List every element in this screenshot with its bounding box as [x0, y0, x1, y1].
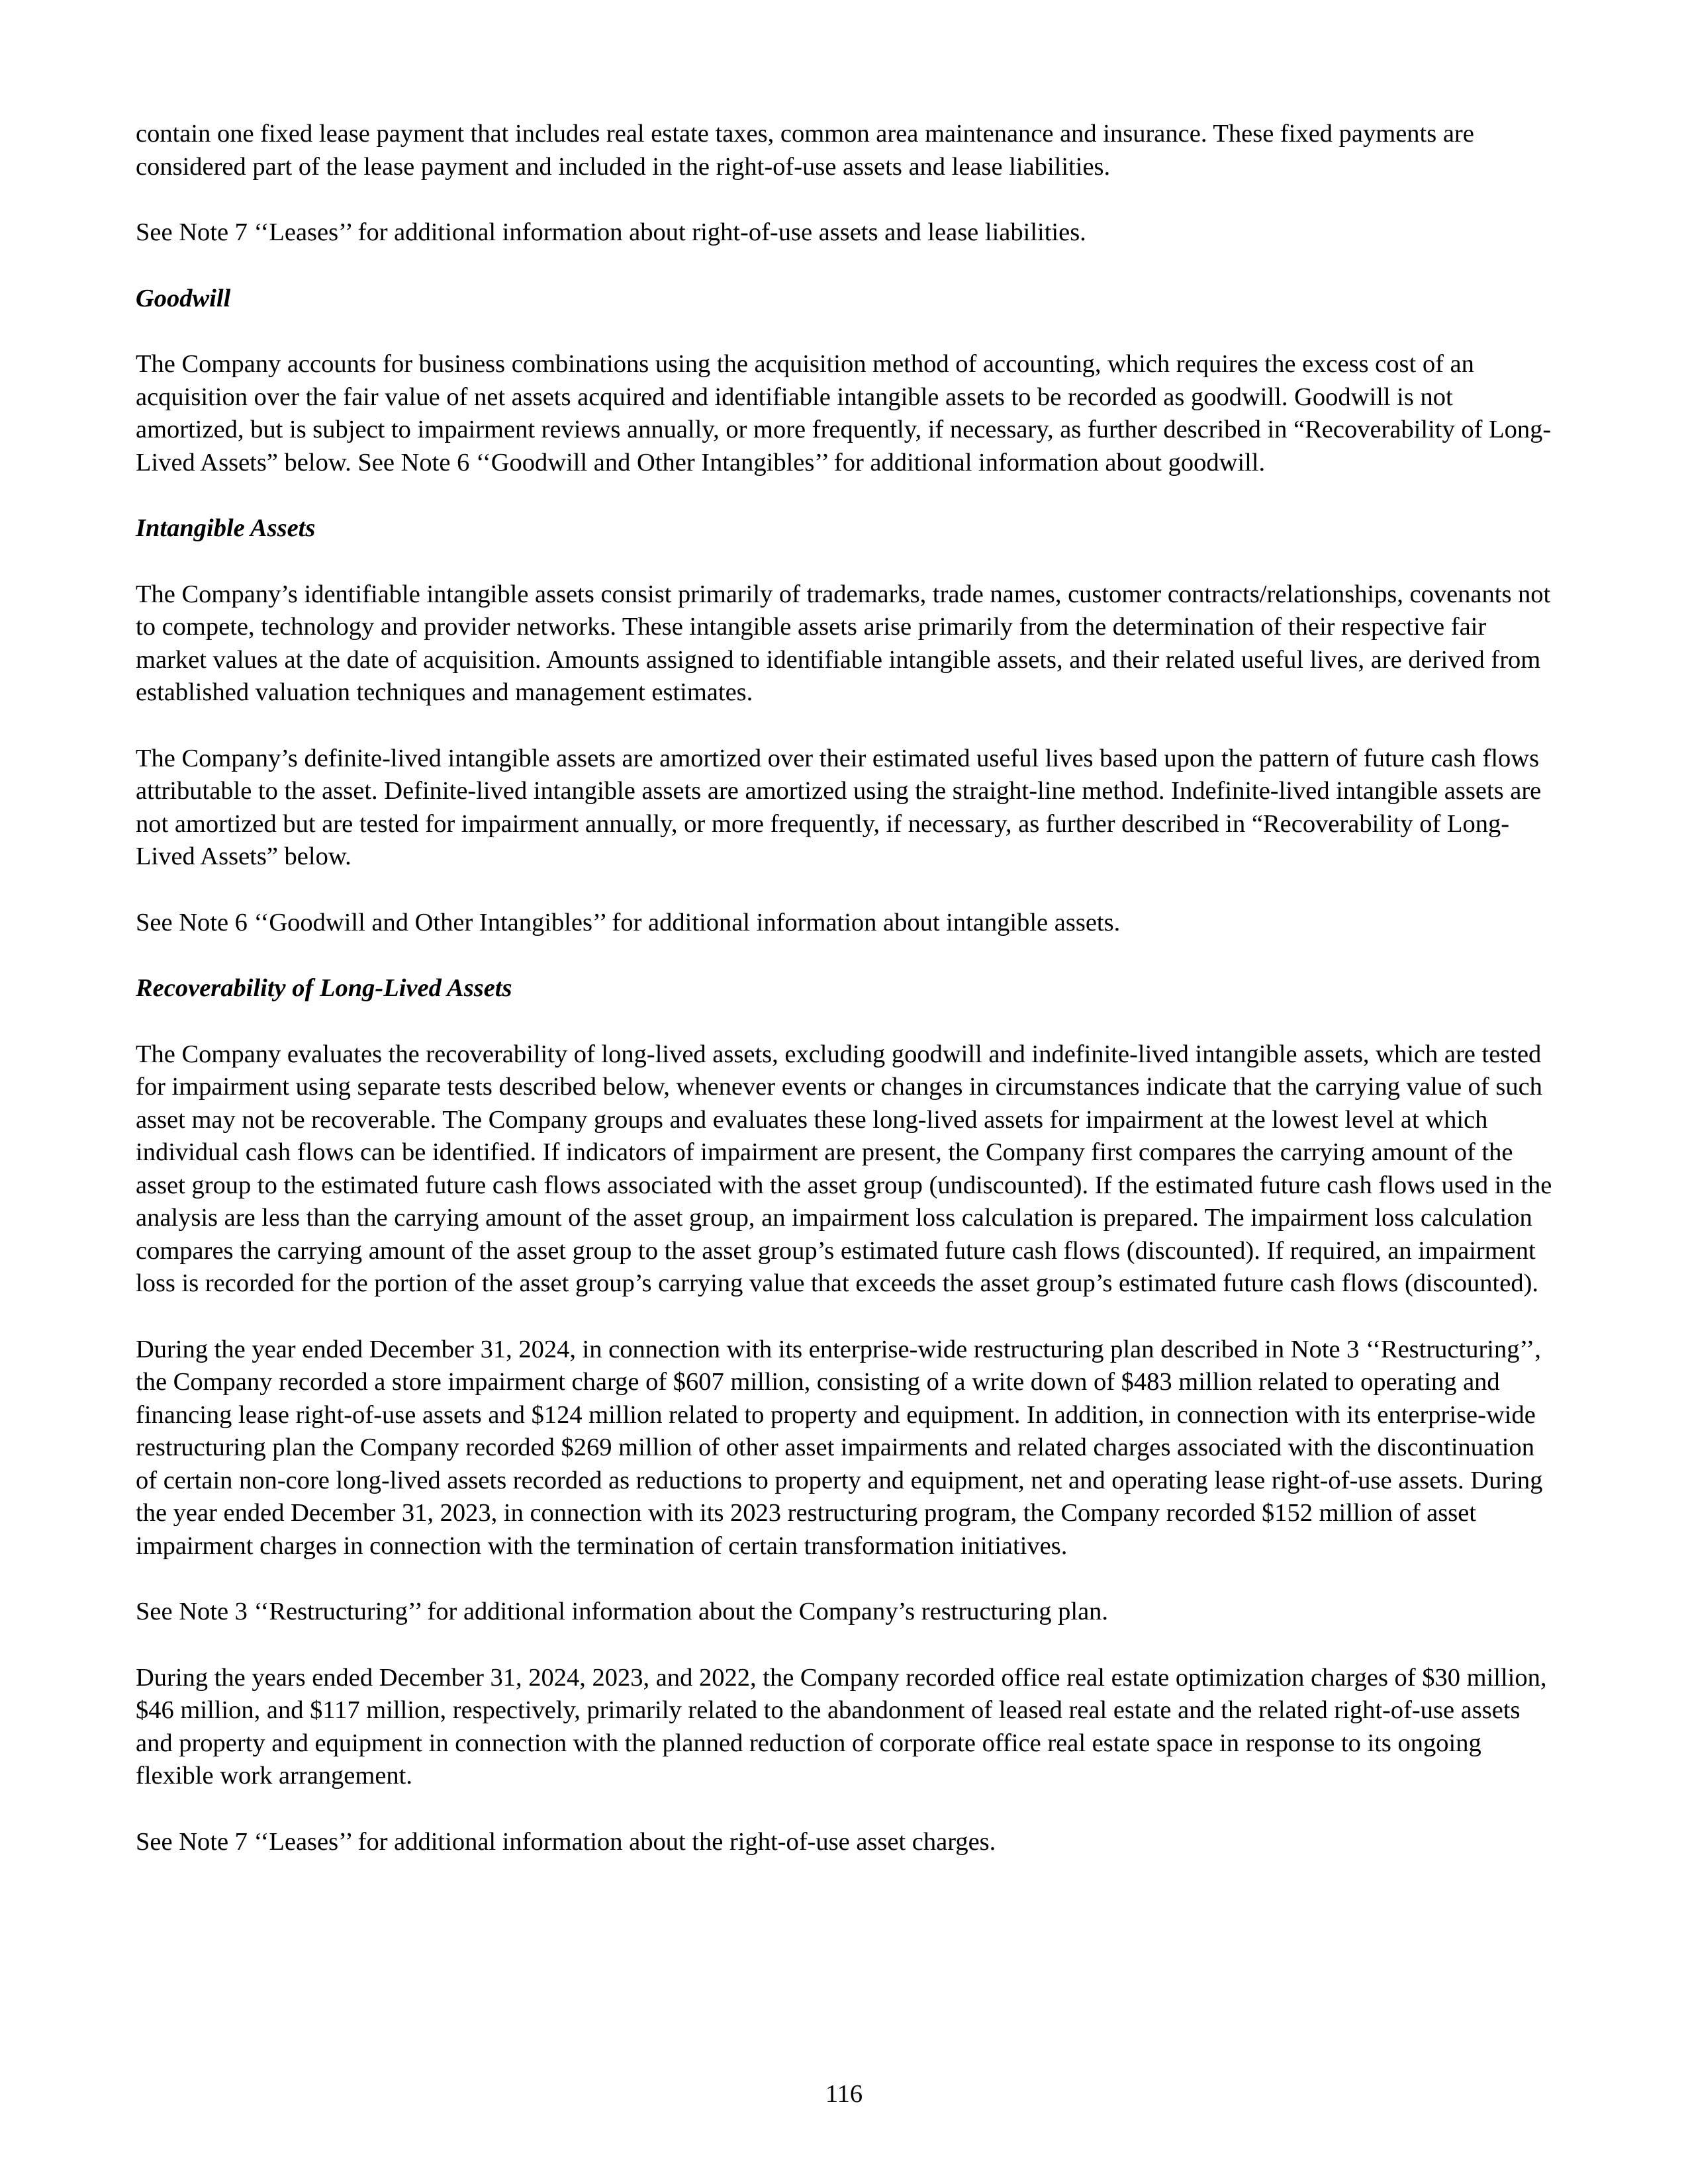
- paragraph-recoverability: The Company evaluates the recoverability of long-lived assets, excluding goodwill and indefinite-lived intangible assets, which are tested for impairment using separate tests described below, whenever events or changes in circumstances indicate that the carrying value of such asset may not be recoverable. The Company groups and evaluates these long-lived assets for impairment at the lowest level at which individual cash flows can be identified. If indicators of impairment are present, the Company first compares the carrying amount of the asset group to the estimated future cash flows associated with the asset group (undiscounted). If the estimated future cash flows used in the analysis are less than the carrying amount of the asset group, an impairment loss calculation is prepared. The impairment loss calculation compares the carrying amount of the asset group to the asset group’s estimated future cash flows (discounted). If required, an impairment loss is recorded for the portion of the asset group’s carrying value that exceeds the asset group’s estimated future cash flows (discounted).: [136, 1040, 1552, 1297]
- page-number: 116: [825, 2080, 863, 2108]
- paragraph-goodwill: The Company accounts for business combinations using the acquisition method of accounting, which requires the excess cost of an acquisition over the fair value of net assets acquired and identifiable intangible assets to be recorded as goodwill. Goodwill is not amortized, but is subject to impairment reviews annually, or more frequently, if necessary, as further described in “Recoverability of Long-Lived Assets” below. See Note 6 ‘‘Goodwill and Other Intangibles’’ for additional information about goodwill.: [136, 350, 1552, 477]
- heading-goodwill: Goodwill: [136, 284, 231, 312]
- document-page: [136, 118, 1556, 1858]
- paragraph-intangible-assets: The Company’s identifiable intangible assets consist primarily of trademarks, trade names, customer contracts/relationships, covenants not to compete, technology and provider networks. These intangible assets arise primarily from the determination of their respective fair market values at the date of acquisition. Amounts assigned to identifiable intangible assets, and their related useful lives, are derived from established valuation techniques and management estimates.: [136, 580, 1551, 706]
- paragraph-note3-restructuring-ref: See Note 3 ‘‘Restructuring’’ for additional information about the Company’s restructuring plan.: [136, 1598, 1109, 1625]
- heading-recoverability: Recoverability of Long-Lived Assets: [136, 974, 512, 1002]
- paragraph-lease-payments: contain one fixed lease payment that includes real estate taxes, common area maintenance and insurance. These fixed payments are considered part of the lease payment and included in the right-of-use assets and lease liabilities.: [136, 120, 1474, 181]
- paragraph-note6-intangibles-ref: See Note 6 ‘‘Goodwill and Other Intangibles’’ for additional information about intangible assets.: [136, 908, 1121, 936]
- paragraph-note7-leases-ref: See Note 7 ‘‘Leases’’ for additional information about right-of-use assets and lease liabilities.: [136, 218, 1086, 246]
- paragraph-note7-rou-charges-ref: See Note 7 ‘‘Leases’’ for additional information about the right-of-use asset charges.: [136, 1827, 996, 1856]
- paragraph-store-impairment: During the year ended December 31, 2024, in connection with its enterprise-wide restructuring plan described in Note 3 ‘‘Restructuring’’, the Company recorded a store impairment charge of $607 million, consisting of a write down of $483 million related to operating and financing lease right-of-use assets and $124 million related to property and equipment. In addition, in connection with its enterprise-wide restructuring plan the Company recorded $269 million of other asset impairments and related charges associated with the discontinuation of certain non-core long-lived assets recorded as reductions to property and equipment, net and operating lease right-of-use assets. During the year ended December 31, 2023, in connection with its 2023 restructuring program, the Company recorded $152 million of asset impairment charges in connection with the termination of certain transformation initiatives.: [136, 1335, 1543, 1560]
- paragraph-office-optimization: During the years ended December 31, 2024, 2023, and 2022, the Company recorded office real estate optimization charges of $30 million, $46 million, and $117 million, respectively, primarily related to the abandonment of leased real estate and the related right-of-use assets and property and equipment in connection with the planned reduction of corporate office real estate space in response to its ongoing flexible work arrangement.: [136, 1663, 1547, 1790]
- heading-intangible-assets: Intangible Assets: [136, 514, 316, 542]
- paragraph-definite-lived: The Company’s definite-lived intangible assets are amortized over their estimated useful lives based upon the pattern of future cash flows attributable to the asset. Definite-lived intangible assets are amortized using the straight-line method. Indefinite-lived intangible assets are not amortized but are tested for impairment annually, or more frequently, if necessary, as further described in “Recoverability of Long-Lived Assets” below.: [136, 744, 1542, 870]
